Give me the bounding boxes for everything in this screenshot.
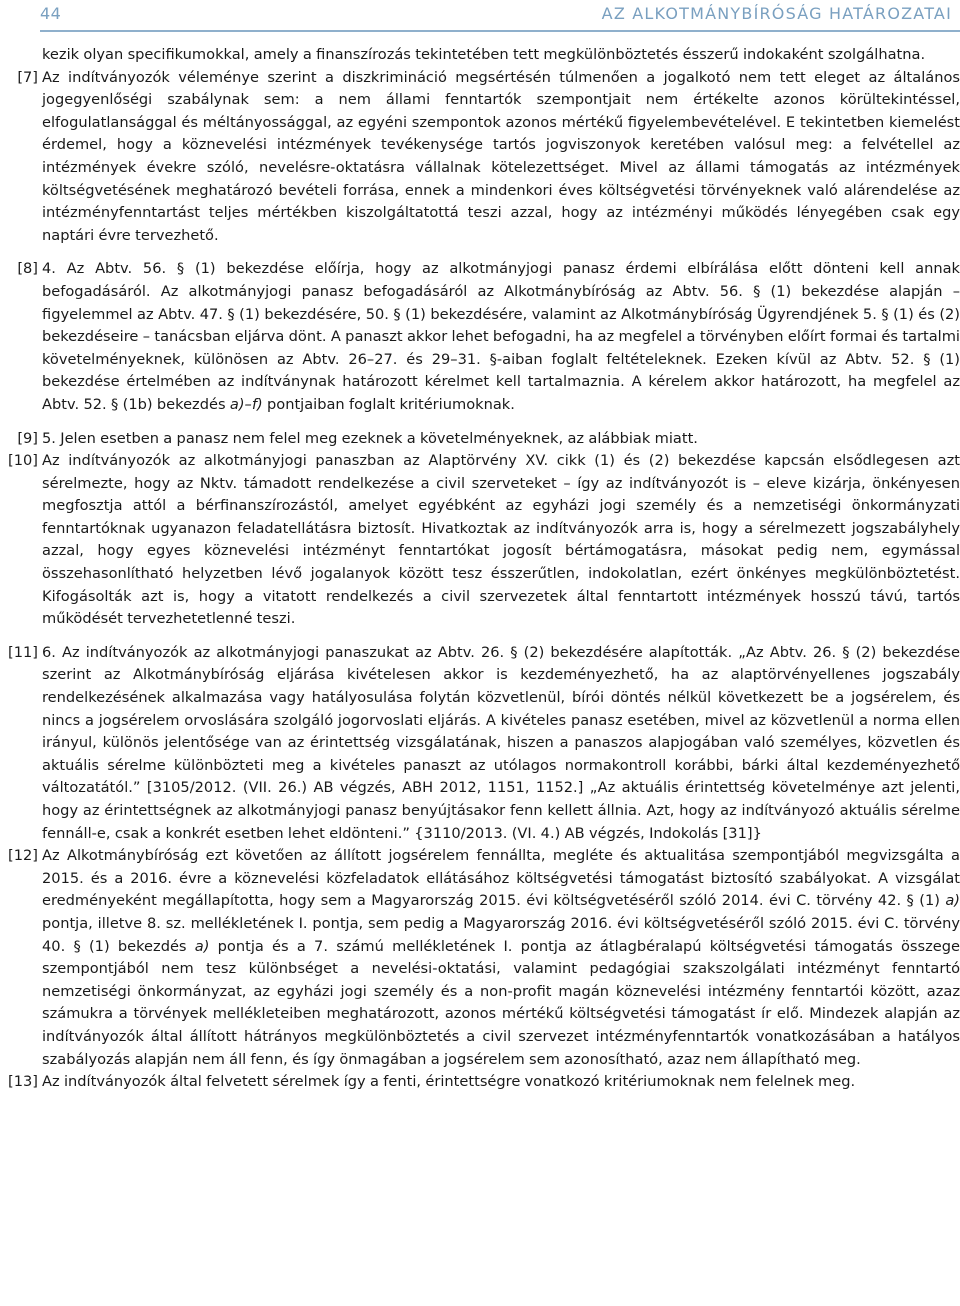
paragraph-text-mid: pontja, illetve 8. sz. mellékletének I. pontja, sem pedig a Magyarország 2016. évi költségvetéséről szóló 2015. évi C. törvény 40. § (1) bekezdés	[42, 914, 960, 955]
document-body	[0, 44, 960, 1094]
running-title: AZ ALKOTMÁNYBÍRÓSÁG HATÁROZATAI	[601, 4, 952, 23]
paragraph-text-end: pontja és a 7. számú mellékletének I. pontja az átlagbéralapú költségvetési támogatás összege szempontjából nem tesz különbséget a nevelési-oktatási, valamint pedagógiai szakszolgálati intézményt fenntartó nemzetiségi önkormányzat, az egyházi jogi személy és a non-profit magán köznevelési intézmény fenntartói között, azaz számukra a törvények mellékleteiben meghatározott, azonos mértékű költségvetési támogatást ír elő. Mindezek alapján az indítványozók által állított hátrányos megkülönböztetés a civil szervezet intézményfenntartók vonatkozásában a hatályos szabályozás alapján nem áll fenn, és így önmagában a jogsérelem sem azonosítható, azaz nem állapítható meg.	[42, 937, 960, 1068]
paragraph-12	[0, 845, 960, 1071]
paragraph-9	[0, 428, 960, 451]
paragraph-number: [13]	[8, 1073, 38, 1091]
paragraph-text: 4. Az Abtv. 56. § (1) bekezdése előírja, hogy az alkotmányjogi panasz érdemi elbírálása előtt dönteni kell annak befogadásáról. Az alkotmányjogi panasz befogadásáról az Alkotmánybíróság az Abtv. 56. § (1) bekezdése alapján – figyelemmel az Abtv. 47. § (1) bekezdésére, 50. § (1) bekezdésére, valamint az Alkotmánybíróság Ügyrendjének 5. § (1) és (2) bekezdéseire – tanácsban eljárva dönt. A panaszt akkor lehet befogadni, ha az megfelel a törvényben előírt formai és tartalmi követelményeknek, különösen az Abtv. 26–27. és 29–31. §-aiban foglalt feltételeknek. Ezeken kívül az Abtv. 52. § (1) bekezdése értelmében az indítványnak határozott kérelmet kell tartalmaznia. A kérelem akkor határozott, ha megfelel az Abtv. 52. § (1b) bekezdés	[42, 260, 960, 413]
paragraph-number: [10]	[8, 452, 38, 470]
paragraph-number: [12]	[8, 847, 38, 865]
paragraph-text: Az indítványozók véleménye szerint a diszkrimináció megsértésén túlmenően a jogalkotó nem tett eleget az általános jogegyenlőségi szabálynak sem: a nem állami fenntartók szempontjait nem értékelte azonos körültekintéssel, elfogulatlansággal és méltányossággal, az egyéni szempontok azonos mértékű figyelembevételével. E tekintetben kiemelést érdemel, hogy a köznevelési intézmények tevékenysége tartós jogviszonyok keretében valósul meg: a felvétellel az intézmények évekre szóló, nevelésre-oktatásra vállalnak kötelezettséget. Mivel az állami támogatás az intézmények költségvetésének meghatározó bevételi forrása, ennek a mindenkori éves költségvetési törvényeknek való alárendelése az intézményfenntartást teljes mértékben kiszolgáltatottá teszi azzal, hogy az intézményi működés lényegében csak egy naptári évre tervezhető.	[42, 68, 960, 244]
paragraph-13	[0, 1071, 960, 1094]
paragraph-text: Az indítványozók által felvetett sérelmek így a fenti, érintettségre vonatkozó kritériumoknak nem felelnek meg.	[42, 1073, 856, 1091]
paragraph-text: 6. Az indítványozók az alkotmányjogi panaszukat az Abtv. 26. § (2) bekezdésére alapították. „Az Abtv. 26. § (2) bekezdése szerint az Alkotmánybíróság eljárása kivételesen akkor is kezdeményezhető, ha az alaptörvényellenes jogszabály rendelkezésének alkalmazása vagy hatályosulása folytán közvetlenül, bírói döntés nélkül következett be a jogsérelem, és nincs a jogsérelem orvoslására szolgáló jogorvoslati eljárás. A kivételes panasz esetében, mivel az közvetlenül a norma ellen irányul, különös jelentősége van az érintettség vizsgálatának, hiszen a panaszos alapjogában való személyes, közvetlen és aktuális sérelme különbözteti meg a kivételes panaszt az utólagos normakontroll korábbi, bárki által kezdeményezhető változatától.” [3105/2012. (VII. 26.) AB végzés, ABH 2012, 1151, 1152.] „Az aktuális érintettség követelménye azt jelenti, hogy az érintettségnek az alkotmányjogi panasz benyújtásakor fenn kellett állnia. Azt, hogy az indítványozó aktuális sérelme fennáll-e, csak a konkrét esetben lehet eldönteni.” {3110/2013. (VI. 4.) AB végzés, Indokolás [31]}	[42, 643, 960, 842]
paragraph-continuation	[0, 44, 960, 67]
paragraph-10	[0, 450, 960, 631]
page-header	[0, 0, 960, 30]
paragraph-7	[0, 67, 960, 248]
italic-reference: a)	[194, 937, 210, 955]
paragraph-text: 5. Jelen esetben a panasz nem felel meg ezeknek a követelményeknek, az alábbiak miatt.	[42, 429, 698, 447]
paragraph-text-end: pontjaiban foglalt kritériumoknak.	[262, 395, 515, 413]
italic-reference: a)	[945, 892, 960, 910]
page-number: 44	[40, 4, 62, 23]
paragraph-8	[0, 258, 960, 416]
paragraph-text: kezik olyan specifikumokkal, amely a finanszírozás tekintetében tett megkülönböztetés ésszerű indokaként szolgálhatna.	[42, 46, 926, 63]
italic-reference: a)–f)	[229, 395, 263, 413]
paragraph-number: [9]	[17, 429, 38, 447]
paragraph-number: [8]	[17, 260, 38, 278]
paragraph-number: [11]	[8, 643, 38, 661]
paragraph-text: Az Alkotmánybíróság ezt követően az állított jogsérelem fennállta, megléte és aktualitása szempontjából megvizsgálta a 2015. és a 2016. évre a köznevelési közfeladatok ellátásához költségvetési támogatást biztosító szabályokat. A vizsgálat eredményeként megállapította, hogy sem a Magyarország 2015. évi költségvetéséről szóló 2014. évi C. törvény 42. § (1)	[42, 847, 960, 910]
paragraph-11	[0, 642, 960, 845]
header-rule	[40, 30, 960, 32]
paragraph-text: Az indítványozók az alkotmányjogi panaszban az Alaptörvény XV. cikk (1) és (2) bekezdése kapcsán elsődlegesen azt sérelmezte, hogy az Nktv. támadott rendelkezése a civil szerveteket – így az indítványozót is – eleve kizárja, önkényesen megfosztja attól a bérfinanszírozástól, amelyet egyébként az egyházi jogi személy és a nemzetiségi önkormányzati fenntartóknak ugyanazon feladatellátásra biztosít. Hivatkoztak az indítványozók arra is, hogy a sérelmezett jogszabályhely azzal, hogy egyes köznevelési intézményt fenntartókat jogosít bértámogatásra, másokat pedig nem, egymással összehasonlítható helyzetben lévő jogalanyok között tesz ésszerűtlen, indokolatlan, ezért önkényes megkülönböztetést. Kifogásolták azt is, hogy a vitatott rendelkezés a civil szervezetek által fenntartott intézmények hosszú távú, tartós működését tervezhetetlenné teszi.	[42, 452, 960, 628]
paragraph-number: [7]	[17, 68, 38, 86]
